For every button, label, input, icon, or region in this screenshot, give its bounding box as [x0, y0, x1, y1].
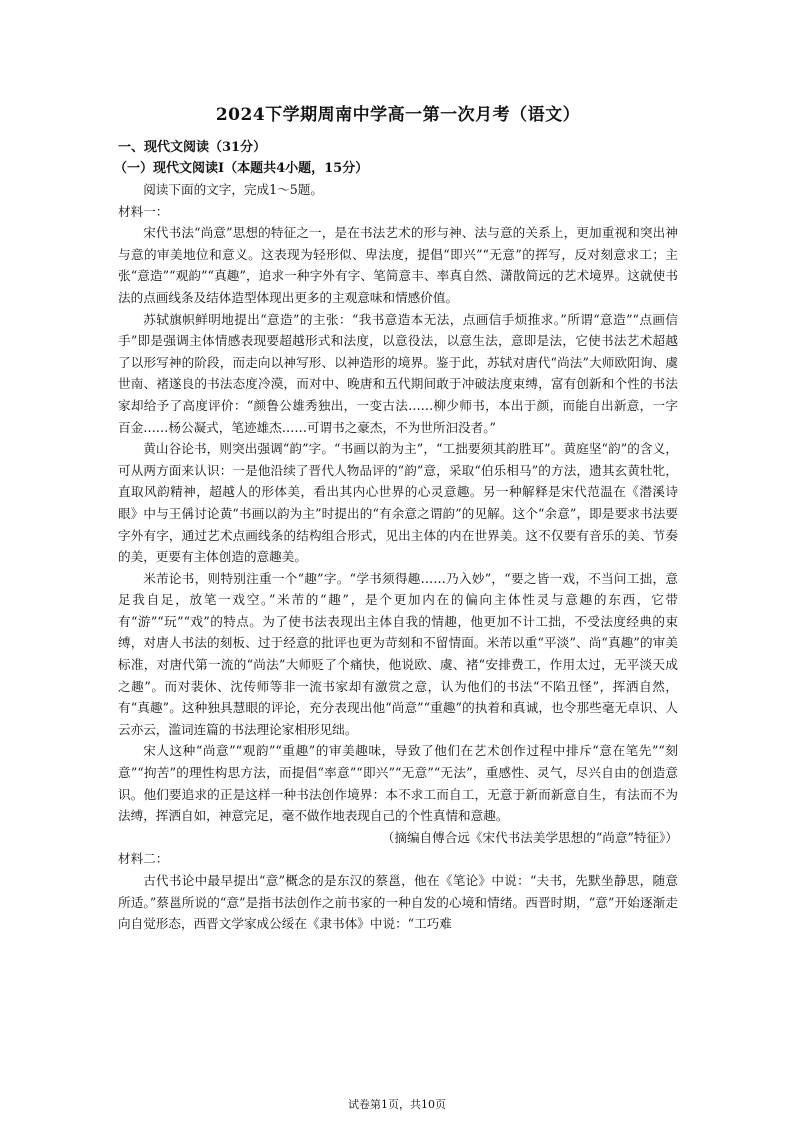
material-1-paragraph-5: 宋人这种“尚意”“观韵”“重趣”的审美趣味，导致了他们在艺术创作过程中排斥“意在笔先”“刻意”“拘苦”的理性构思方法，而提倡“率意”“即兴”“无意”“无法”，重感性、灵气，尽兴自由的创造意识。他们要追求的正是这样一种书法创作境界：本不求工而自工，无意于新而新意自生，有法而不为法缚，挥洒自如，神意完足，毫不做作地表现自己的个性真情和意趣。 [118, 743, 678, 824]
material-1-source: （摘编自傅合远《宋代书法美学思想的“尚意”特征》） [381, 829, 678, 845]
material-1-paragraph-4: 米芾论书，则特别注重一个“趣”字。“学书须得趣……乃入妙”，“要之皆一戏，不当问工拙，意足我自足，放笔一戏空。”米芾的“趣”，是个更加内在的偏向主体性灵与意趣的东西，它带有“游”“玩”“戏”的特点。为了使书法表现出主体自我的情趣，他更加不计工拙，不受法度经典的束缚，对唐人书法的刻板、过于经意的批评也更为苛刻和不留情面。米芾以重“平淡”、尚“真趣”的审美标准，对唐代第一流的“尚法”大师贬了个痛快，他说欧、虞、褚“安排费工，作用太过，无平淡天成之趣”。而对裴休、沈传师等非一流书家却有激赏之意，认为他们的书法“不陷丑怪”，挥洒自然，有“真趣”。这种独具慧眼的评论，充分表现出他“尚意”“重趣”的执着和真诚，也令那些毫无卓识、人云亦云，滥词连篇的书法理论家相形见绌。 [118, 570, 678, 737]
material-1-paragraph-2: 苏轼旗帜鲜明地提出“意造”的主张：“我书意造本无法，点画信手烦推求。”所谓“意造”“点画信手”即是强调主体情感表现要超越形式和法度，以意役法，以意生法，意即是法，它使书法艺术超越了以形写神的阶段，而走向以神写形、以神造形的境界。鉴于此，苏轼对唐代“尚法”大师欧阳询、虞世南、褚遂良的书法态度冷漠，而对中、晚唐和五代期间敢于冲破法度束缚，富有创新和个性的书法家却给予了高度评价：“颜鲁公雄秀独出，一变古法……柳少师书，本出于颜，而能自出新意，一字百金……杨公凝式，笔迹雄杰……可谓书之豪杰，不为世所汩没者。” [118, 311, 678, 435]
subsection-heading: （一）现代文阅读Ⅰ（本题共4小题，15分） [114, 161, 369, 176]
instruction-text: 阅读下面的文字，完成1～5题。 [143, 182, 323, 197]
material-1-paragraph-1: 宋代书法“尚意”思想的特征之一，是在书法艺术的形与神、法与意的关系上，更加重视和突出神与意的审美地位和意义。这表现为轻形似、卑法度，提倡“即兴”“无意”的挥写，反对刻意求工；主张“意造”“观韵”“真趣”，追求一种字外有字、笔简意丰、率真自然、潇散简远的艺术境界。这就使书法的点画线条及结体造型体现出更多的主观意味和情感价值。 [118, 225, 678, 305]
material-1-label: 材料一： [118, 203, 169, 219]
section-heading: 一、现代文阅读（31分） [118, 140, 267, 155]
material-1-paragraph-3: 黄山谷论书，则突出强调“韵”字。“书画以韵为主”，“工拙要须其韵胜耳”。黄庭坚“韵”的含义，可从两方面来认识：一是他沿续了晋代人物品评的“韵”意，采取“伯乐相马”的方法，遗其玄黄牡牝，直取风韵精神，超越人的形体美，看出其内心世界的心灵意趣。另一种解释是宋代范温在《潜溪诗眼》中与王偁讨论黄“书画以韵为主”时提出的“有余意之谓韵”的见解。这个“余意”，即是要求书法要字外有字，通过艺术点画线条的结构组合形式，见出主体的内在世界美。这不仅要有音乐的美、节奏的美，更要有主体创造的意趣美。 [118, 441, 678, 565]
exam-page [114, 100, 678, 935]
page-footer: 试卷第1页，共10页 [348, 1098, 446, 1111]
material-2-paragraph-1: 古代书论中最早提出“意”概念的是东汉的蔡邕，他在《笔论》中说：“夫书，先默坐静思，随意所适。”蔡邕所说的“意”是指书法创作之前书家的一种自发的心境和情绪。西晋时期，“意”开始逐渐走向自觉形态，西晋文学家成公绥在《隶书体》中说：“工巧难 [118, 873, 678, 932]
exam-title: 2024下学期周南中学高一第一次月考（语文） [215, 105, 581, 125]
material-2-label: 材料二： [118, 851, 169, 867]
